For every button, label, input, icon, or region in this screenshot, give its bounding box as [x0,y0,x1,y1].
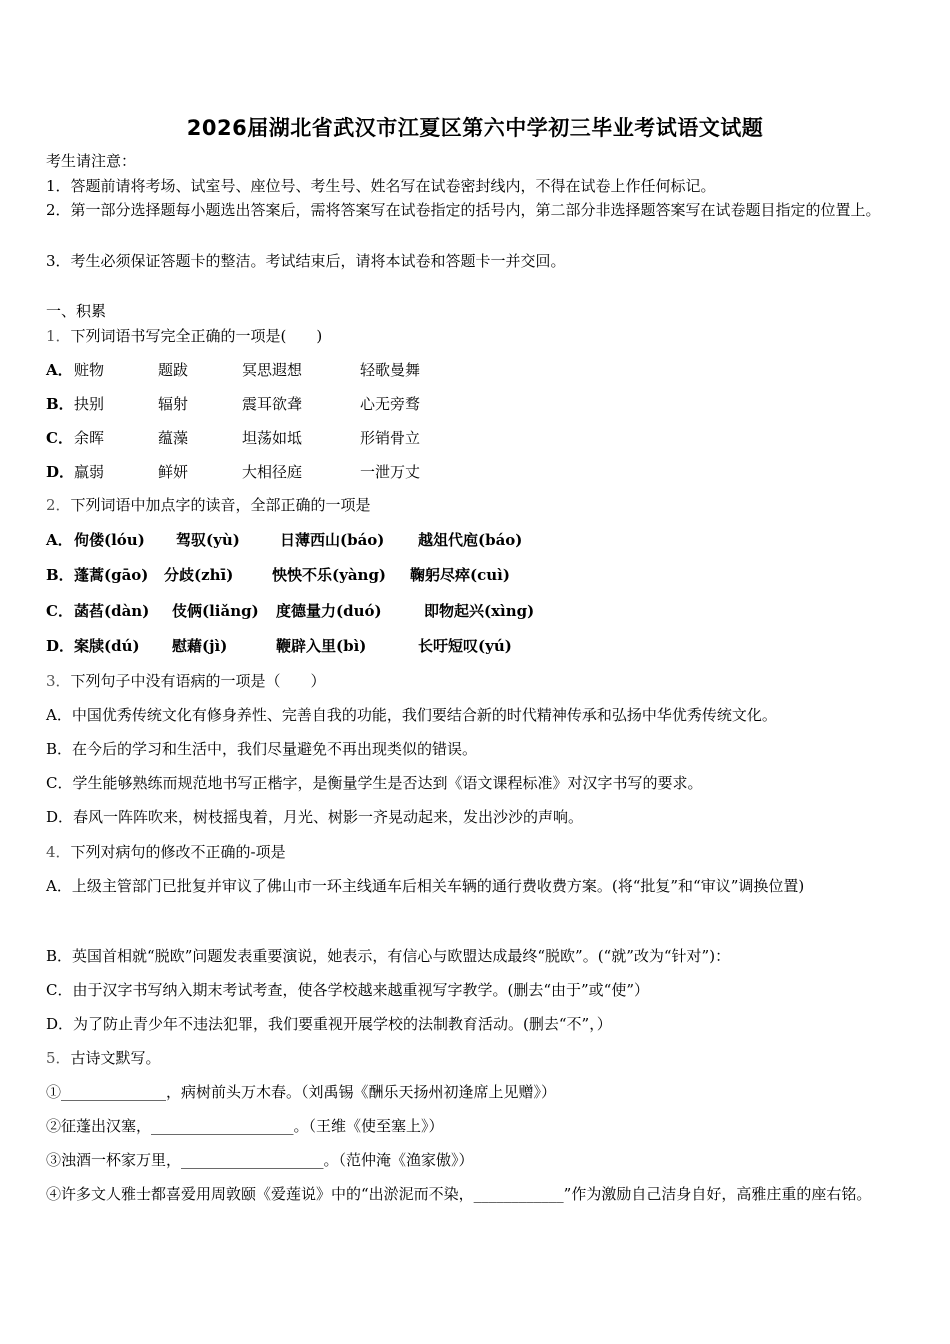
option-word: 轻歌曼舞 [360,361,421,379]
option-word: 题跋 [158,361,189,379]
option-word: 抉别 [74,395,105,413]
q5-blank-item[interactable]: ③浊酒一杯家万里，___________________。（范仲淹《渔家傲》） [46,1151,474,1169]
option-label: B． [46,566,74,584]
q5-blank-item[interactable]: ④许多文人雅士都喜爱用周敦颐《爱莲说》中的“出淤泥而不染，____________”作为激励自己洁身自好，高雅庄重的座右铭。 [46,1185,872,1203]
question-number: 3． [46,672,71,690]
q3-option-d[interactable]: D．春风一阵阵吹来，树枝摇曳着，月光、树影一齐晃动起来，发出沙沙的声响。 [46,808,584,826]
option-word: 慰藉(jì) [172,637,228,655]
option-label: C． [46,602,73,620]
question-5-stem [46,1048,161,1068]
option-word: 大相径庭 [242,463,303,481]
option-word: 赃物 [74,361,105,379]
question-number: 2． [46,496,71,514]
option-word: 鲜妍 [158,463,189,481]
option-label: D． [46,637,75,655]
option-word: 鞠躬尽瘁(cuì) [410,566,510,584]
question-3-stem [46,671,326,691]
option-word: 羸弱 [74,463,105,481]
question-text: 下列词语书写完全正确的一项是( ) [70,327,323,345]
option-word: 一泄万丈 [360,463,421,481]
option-label: D． [46,463,75,481]
q4-option-d[interactable]: D．为了防止青少年不违法犯罪，我们要重视开展学校的法制教育活动。(删去“不”，） [46,1015,612,1033]
option-word: 形销骨立 [360,429,421,447]
option-word: 余晖 [74,429,105,447]
q5-blank-item[interactable]: ②征蓬出汉塞，___________________。（王维《使至塞上》） [46,1117,444,1135]
question-1-stem [46,326,322,346]
option-word: 心无旁骛 [360,395,421,413]
q4-option-a[interactable]: A．上级主管部门已批复并审议了佛山市一环主线通车后相关车辆的通行费收费方案。(将“批复”和“审议”调换位置) [46,877,805,895]
question-number: 1． [46,327,71,345]
option-word: 蕴藻 [158,429,189,447]
option-word: 菡萏(dàn) [74,602,150,620]
option-word: 辐射 [158,395,189,413]
option-word: 度德量力(duó) [276,602,382,620]
notice-item: 1．答题前请将考场、试室号、座位号、考生号、姓名写在试卷密封线内，不得在试卷上作任何标记。 [46,177,716,195]
option-word: 怏怏不乐(yàng) [272,566,387,584]
notice-item: 3．考生必须保证答题卡的整洁。考试结束后，请将本试卷和答题卡一并交回。 [46,252,566,270]
q5-blank-item[interactable]: ①______________，病树前头万木春。（刘禹锡《酬乐天扬州初逢席上见赠》） [46,1083,557,1101]
option-word: 坦荡如坻 [242,429,303,447]
question-text: 下列词语中加点字的读音，全部正确的一项是 [70,496,371,514]
option-word: 冥思遐想 [242,361,303,379]
page-title: 2026届湖北省武汉市江夏区第六中学初三毕业考试语文试题 [186,116,764,140]
question-text: 下列句子中没有语病的一项是（ ） [70,672,326,690]
option-word: 驾驭(yù) [176,531,240,549]
q3-option-b[interactable]: B．在今后的学习和生活中，我们尽量避免不再出现类似的错误。 [46,740,478,758]
option-word: 即物起兴(xìng) [424,602,535,620]
option-word: 蓬蒿(gāo) [74,566,149,584]
question-4-stem [46,842,286,862]
q3-option-a[interactable]: A．中国优秀传统文化有修身养性、完善自我的功能，我们要结合新的时代精神传承和弘扬中华优秀传统文化。 [46,706,777,724]
option-label: C． [46,429,73,447]
notice-heading: 考生请注意： [46,152,137,170]
question-number: 4． [46,843,71,861]
option-word: 案牍(dú) [74,637,140,655]
question-number: 5． [46,1049,71,1067]
option-label: A． [46,361,73,379]
option-word: 震耳欲聋 [242,395,303,413]
notice-item: 2．第一部分选择题每小题选出答案后，需将答案写在试卷指定的括号内，第二部分非选择题答案写在试卷题目指定的位置上。 [46,201,881,219]
question-2-stem [46,495,371,515]
option-word: 长吁短叹(yú) [418,637,512,655]
option-word: 越俎代庖(báo) [418,531,523,549]
option-word: 佝偻(lóu) [74,531,145,549]
question-text: 古诗文默写。 [70,1049,161,1067]
option-label: A． [46,531,73,549]
q4-option-b[interactable]: B．英国首相就“脱欧”问题发表重要演说，她表示，有信心与欧盟达成最终“脱欧”。(“就”改为“针对”)： [46,947,731,965]
question-text: 下列对病句的修改不正确的-项是 [70,843,286,861]
q4-option-c[interactable]: C．由于汉字书写纳入期末考试考查，使各学校越来越重视写字教学。(删去“由于”或“使”） [46,981,650,999]
section-heading: 一、积累 [46,302,107,320]
option-word: 鞭辟入里(bì) [276,637,367,655]
option-word: 伎俩(liǎng) [172,602,259,620]
option-word: 分歧(zhī) [164,566,234,584]
option-label: B． [46,395,74,413]
option-word: 日薄西山(báo) [280,531,385,549]
q3-option-c[interactable]: C．学生能够熟练而规范地书写正楷字，是衡量学生是否达到《语文课程标准》对汉字书写的要求。 [46,774,703,792]
